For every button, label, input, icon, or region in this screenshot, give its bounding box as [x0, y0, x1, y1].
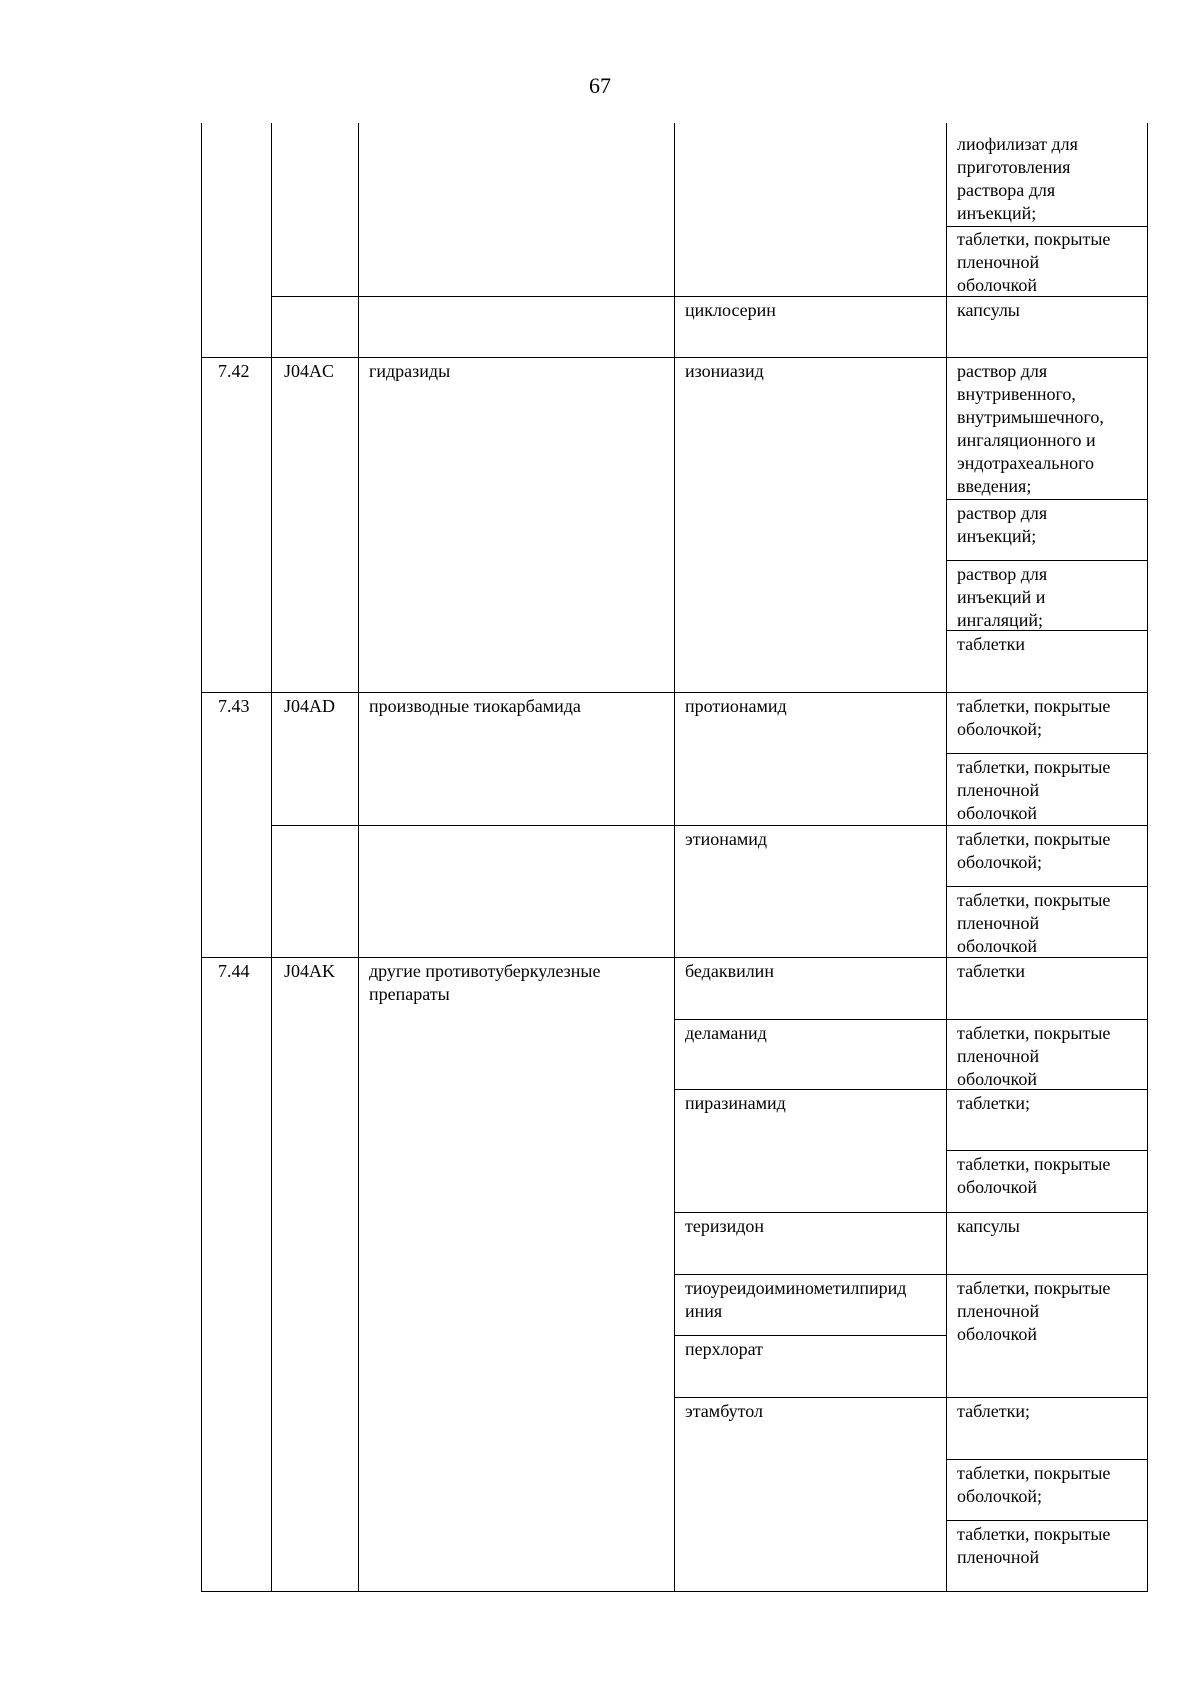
dosage-form: таблетки	[957, 634, 1026, 654]
atc-code: J04AC	[284, 361, 335, 381]
dosage-form: лиофилизат для приготовления раствора для инъекций;	[957, 134, 1078, 223]
drug-name: тиоуреидоиминометилпирид иния	[685, 1278, 907, 1321]
row-divider	[946, 1459, 1148, 1460]
drug-name: теризидон	[685, 1216, 765, 1236]
row-divider	[946, 1150, 1148, 1151]
drug-name: этионамид	[685, 829, 768, 849]
atc-code: J04AK	[284, 961, 336, 981]
dosage-form: таблетки, покрытые оболочкой	[957, 1154, 1111, 1197]
col-divider-forms	[946, 123, 947, 1592]
dosage-form: раствор для инъекций и ингаляций;	[957, 564, 1048, 630]
row-divider	[674, 1397, 1148, 1398]
drug-name: перхлорат	[685, 1339, 763, 1359]
drug-name: изониазид	[685, 361, 764, 381]
col-divider-code	[271, 123, 272, 1592]
page-number: 67	[589, 73, 611, 98]
dosage-form: таблетки, покрытые пленочной оболочкой	[957, 890, 1111, 956]
row-number: 7.43	[218, 696, 250, 716]
dosage-form: таблетки, покрытые оболочкой;	[957, 829, 1111, 872]
drug-name: бедаквилин	[685, 961, 774, 981]
row-divider	[201, 692, 1148, 693]
dosage-form: таблетки;	[957, 1093, 1031, 1113]
dosage-form: таблетки;	[957, 1401, 1031, 1421]
drug-group: гидразиды	[369, 361, 451, 381]
dosage-form: таблетки	[957, 961, 1026, 981]
table-border-right	[1147, 123, 1148, 1592]
table-border-left	[201, 123, 202, 1592]
dosage-form: таблетки, покрытые пленочной оболочкой	[957, 757, 1111, 823]
row-divider	[946, 226, 1148, 227]
row-divider	[674, 1335, 946, 1336]
col-divider-group	[358, 123, 359, 1592]
drug-name: деламанид	[685, 1023, 767, 1043]
dosage-form: раствор для внутривенного, внутримышечного, ингаляционного и эндотрахеального введения;	[957, 361, 1104, 496]
dosage-form: таблетки, покрытые пленочной	[957, 1524, 1111, 1567]
row-divider	[946, 886, 1148, 887]
col-divider-name	[674, 123, 675, 1592]
dosage-form: раствор для инъекций;	[957, 503, 1048, 546]
drug-name: циклосерин	[685, 300, 776, 320]
row-divider	[271, 825, 1148, 826]
table-border-bottom	[201, 1591, 1148, 1592]
dosage-form: таблетки, покрытые оболочкой;	[957, 696, 1111, 739]
row-divider	[946, 560, 1148, 561]
drug-name: этамбутол	[685, 1401, 764, 1421]
row-divider	[946, 1520, 1148, 1521]
row-divider	[674, 1019, 1148, 1020]
row-divider	[201, 357, 1148, 358]
dosage-form: таблетки, покрытые оболочкой;	[957, 1463, 1111, 1506]
drug-group: другие противотуберкулезные препараты	[369, 961, 601, 1004]
dosage-form: капсулы	[957, 1216, 1020, 1236]
row-number: 7.44	[218, 961, 250, 981]
drug-group: производные тиокарбамида	[369, 696, 581, 716]
dosage-form: таблетки, покрытые пленочной оболочкой	[957, 229, 1111, 295]
dosage-form: таблетки, покрытые пленочной оболочкой	[957, 1278, 1111, 1344]
row-divider	[946, 499, 1148, 500]
dosage-form: капсулы	[957, 300, 1020, 320]
row-number: 7.42	[218, 361, 250, 381]
dosage-form: таблетки, покрытые пленочной оболочкой	[957, 1023, 1111, 1089]
drug-name: пиразинамид	[685, 1093, 786, 1113]
row-divider	[674, 1212, 1148, 1213]
row-divider	[946, 753, 1148, 754]
drug-name: протионамид	[685, 696, 787, 716]
row-divider	[674, 1274, 1148, 1275]
atc-code: J04AD	[284, 696, 336, 716]
